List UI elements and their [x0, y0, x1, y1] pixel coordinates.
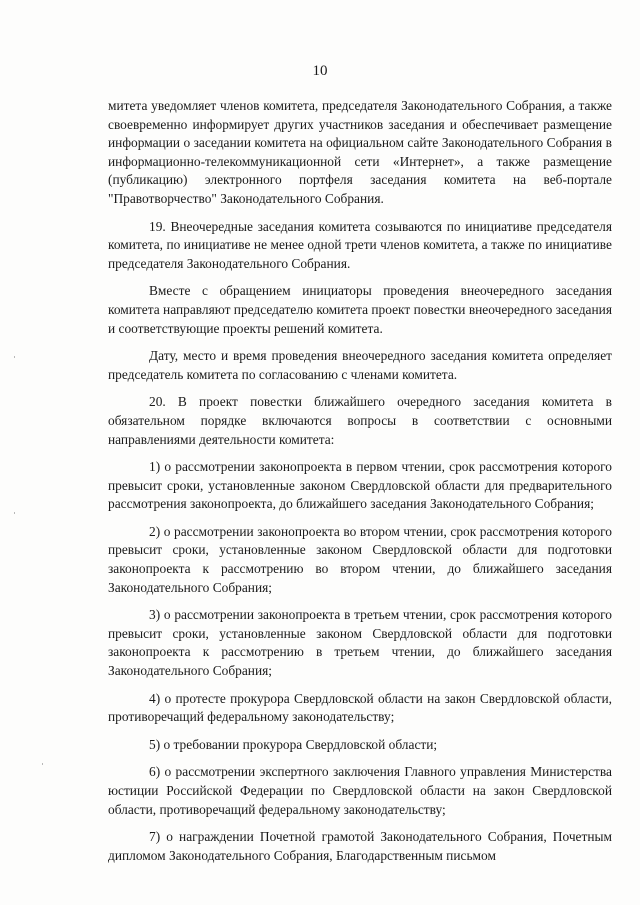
- paragraph-continuation: митета уведомляет членов комитета, председателя Законодательного Собрания, а также своевременно информирует других участников заседания и обеспечивает размещение информации о заседании комитета на официальном сайте Законодательного Собрания в информационно-телекоммуникационной сети «Интернет», а также размещение (публикацию) электронного портфеля заседания комитета на веб-портале "Правотворчество" Законодательного Собрания.: [108, 98, 612, 206]
- paragraph-item-19: 19. Внеочередные заседания комитета созываются по инициативе председателя комитета, по инициативе не менее одной трети членов комитета, а также по инициативе председателя Законодательного Собрания.: [108, 218, 612, 271]
- list-item-3: 3) о рассмотрении законопроекта в третьем чтении, срок рассмотрения которого превысит сроки, установленные законом Свердловской области для подготовки законопроекта к рассмотрению в третьем чтении, до ближайшего заседания Законодательного Собрания;: [108, 607, 612, 679]
- list-item-7: 7) о награждении Почетной грамотой Законодательного Собрания, Почетным дипломом Законодательного Собрания, Благодарственным письмом: [108, 829, 612, 863]
- paragraph-item-20: 20. В проект повестки ближайшего очередного заседания комитета в обязательном порядке включаются вопросы в соответствии с основными направлениями деятельности комитета:: [108, 394, 612, 447]
- scan-artifact-mark: [42, 763, 43, 765]
- document-body: [108, 97, 612, 874]
- scan-artifact-mark: [14, 512, 15, 514]
- list-item-6: 6) о рассмотрении экспертного заключения Главного управления Министерства юстиции Российской Федерации по Свердловской области на закон Свердловской области, противоречащий федеральному законодательству;: [108, 764, 612, 817]
- paragraph-meeting-date: Дату, место и время проведения внеочередного заседания комитета определяет председатель комитета по согласованию с членами комитета.: [108, 348, 612, 382]
- list-item-5: 5) о требовании прокурора Свердловской области;: [149, 736, 438, 752]
- list-item-2: 2) о рассмотрении законопроекта во втором чтении, срок рассмотрения которого превысит сроки, установленные законом Свердловской области для подготовки законопроекта к рассмотрению во втором чтении, до ближайшего заседания Законодательного Собрания;: [108, 523, 612, 595]
- page-number: 10: [312, 63, 328, 79]
- list-item-4: 4) о протесте прокурора Свердловской области на закон Свердловской области, противоречащий федеральному законодательству;: [108, 690, 612, 725]
- scan-artifact-mark: [14, 356, 15, 358]
- list-item-1: 1) о рассмотрении законопроекта в первом чтении, срок рассмотрения которого превысит сроки, установленные законом Свердловской области для предварительного рассмотрения законопроекта, до ближайшего заседания Законодательного Собрания;: [108, 459, 612, 512]
- paragraph-extraordinary-meeting-proposal: Вместе с обращением инициаторы проведения внеочередного заседания комитета направляют председателю комитета проект повестки внеочередного заседания и соответствующие проекты решений комитета.: [108, 283, 612, 336]
